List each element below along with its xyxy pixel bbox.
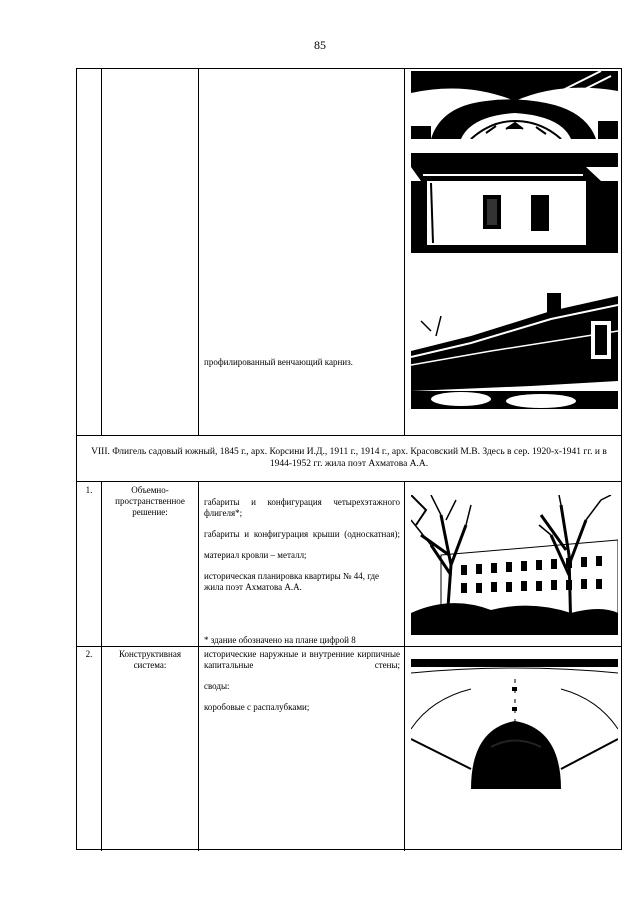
row-1-footnote: * здание обозначено на плане цифрой 8 <box>204 635 356 645</box>
photo-arch-gate <box>411 71 618 139</box>
row-2-description <box>204 649 400 723</box>
photo-fountain-house-facade <box>411 495 618 635</box>
row-1-desc-item: материал кровли – металл; <box>204 550 307 560</box>
photo-vaulted-ceiling <box>411 659 618 789</box>
photo-wing-corner <box>411 153 618 253</box>
row-2-desc-item: исторические наружные и внутренние кирпичные капитальные стены; <box>204 649 400 670</box>
row-2-desc-item: коробовые с распалубками; <box>204 702 310 712</box>
row-1-name: Объемно-пространственное решение: <box>115 485 185 517</box>
page-number: 85 <box>314 38 326 52</box>
photo-cornice <box>411 291 618 409</box>
row-1-number: 1. <box>85 485 93 495</box>
cornice-description: профилированный венчающий карниз. <box>204 357 353 367</box>
row-1-desc-item: габариты и конфигурация четырехэтажного флигеля*; <box>204 497 400 518</box>
col-divider <box>101 69 102 435</box>
col-divider <box>198 69 199 435</box>
col-divider <box>404 69 405 435</box>
row-1-desc-item: габариты и конфигурация крыши (односкатная); <box>204 529 400 539</box>
row-divider <box>77 435 621 436</box>
row-2-name: Конструктивная система: <box>119 649 181 670</box>
col-divider <box>198 481 199 851</box>
col-divider <box>404 481 405 851</box>
protected-items-table <box>76 68 622 850</box>
row-divider <box>77 481 621 482</box>
row-divider <box>77 646 621 647</box>
row-1-description <box>204 497 400 603</box>
section-viii-title: VIII. Флигель садовый южный, 1845 г., арх. Корсини И.Д., 1911 г., 1914 г., арх. Красовский М.В. Здесь в сер. 1920-х-1941 гг. и в 1944-1952 гг. жила поэт Ахматова А.А. <box>91 447 607 469</box>
row-1-desc-item: историческая планировка квартиры № 44, где жила поэт Ахматова А.А. <box>204 571 380 592</box>
row-2-desc-item: своды: <box>204 681 230 691</box>
col-divider <box>101 481 102 851</box>
row-2-number: 2. <box>85 649 93 659</box>
